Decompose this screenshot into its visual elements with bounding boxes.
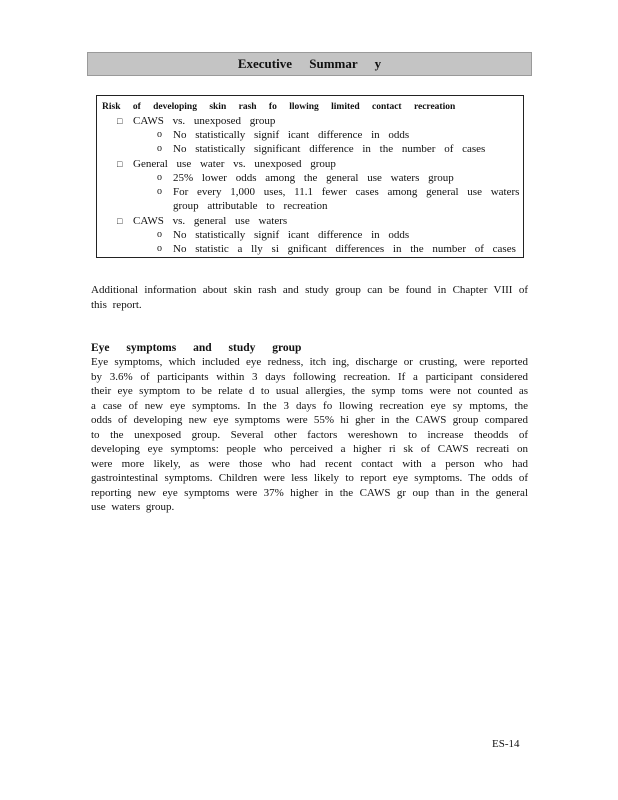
page-number: ES-14 — [492, 738, 520, 750]
list-item-text: No statistic a lly si gnificant differences in the number of cases — [173, 243, 516, 255]
additional-info-paragraph: Additional information about skin rash and study group can be found in Chapter VIII of this report. — [91, 284, 528, 311]
list-item-text: group attributable to recreation — [173, 200, 328, 212]
circle-bullet-icon: o — [157, 129, 162, 140]
list-item-text: No statistically signif icant difference in odds — [173, 129, 410, 141]
list-item-text: 25% lower odds among the general use waters group — [173, 172, 454, 184]
summary-group-caws-general — [117, 214, 287, 228]
square-bullet-icon: □ — [117, 159, 123, 169]
circle-bullet-icon: o — [157, 172, 162, 183]
summary-box-title: Risk of developing skin rash fo llowing limited contact recreation — [102, 102, 456, 112]
list-item-text: For every 1,000 uses, 11.1 fewer cases among general use waters — [173, 186, 520, 198]
summary-group-label: CAWS vs. general use waters — [133, 215, 288, 227]
circle-bullet-icon: o — [157, 186, 162, 197]
section-header — [87, 52, 532, 76]
summary-group-general-unexposed — [117, 157, 336, 171]
circle-bullet-icon: o — [157, 243, 162, 254]
summary-box — [96, 95, 524, 258]
list-item-text: No statistically signif icant difference in odds — [173, 229, 410, 241]
circle-bullet-icon: o — [157, 143, 162, 154]
square-bullet-icon: □ — [117, 216, 123, 226]
section-title: Executive Summar y — [237, 56, 382, 71]
list-item-text: No statistically significant difference in the number of cases — [173, 143, 486, 155]
summary-group-label: CAWS vs. unexposed group — [133, 115, 276, 127]
square-bullet-icon: □ — [117, 116, 123, 126]
summary-group-caws-unexposed — [117, 114, 275, 128]
eye-section-heading: Eye symptoms and study group — [91, 342, 302, 354]
eye-section-body: Eye symptoms, which included eye redness, itch ing, discharge or crusting, were reported by 3.6% of participants within 3 days following recreation. If a participant considered their eye symptom to be relate d to usual allergies, the symp toms were not counted as a case of new eye symptoms. In the 3 days fo llowing recreation eye sy mptoms, the odds of developing new eye symptoms were 55% hi gher in the CAWS group compared to the unexposed group. Several other factors wereshown to increase theodds of developing eye symptoms: people who perceived a higher ri sk of CAWS recreati on were more likely, as were those who had recent contact with a person who had gastrointestinal symptoms. Children were less likely to report eye symptoms. The odds of reporting new eye symptoms were 37% higher in the CAWS gr oup than in the general use waters group. — [91, 356, 528, 513]
circle-bullet-icon: o — [157, 229, 162, 240]
summary-group-label: General use water vs. unexposed group — [133, 158, 336, 170]
